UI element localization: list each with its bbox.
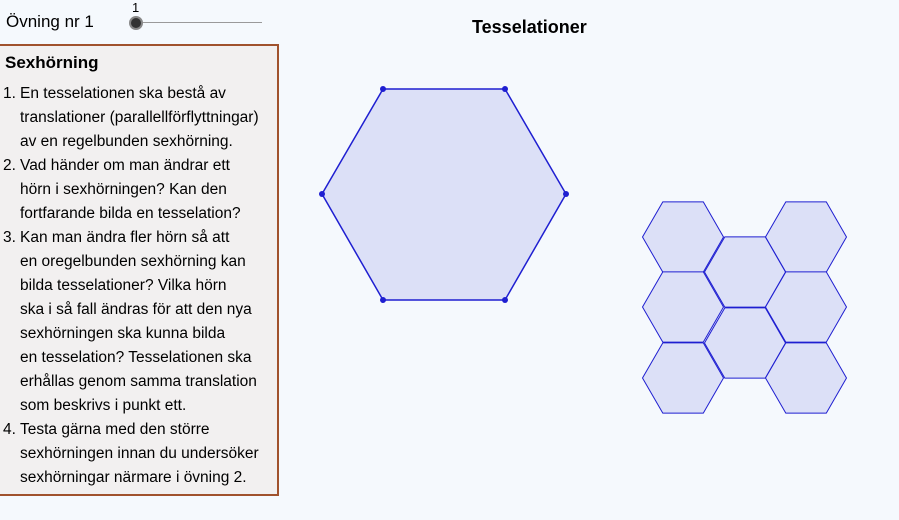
instruction-line: sexhörningen ska kunna bilda — [20, 325, 226, 342]
instruction-line: sexhörningar närmare i övning 2. — [20, 469, 247, 486]
instruction-number: 1. — [3, 85, 16, 102]
slider-value: 1 — [132, 0, 140, 15]
vertex-point[interactable] — [319, 191, 325, 197]
tessellation-group — [643, 202, 847, 413]
vertex-point[interactable] — [502, 297, 508, 303]
large-hexagon-polygon[interactable] — [322, 89, 566, 300]
instruction-line: En tesselationen ska bestå av — [20, 85, 226, 102]
instruction-number: 4. — [3, 421, 16, 438]
instruction-line: en tesselation? Tesselationen ska — [20, 349, 252, 366]
instruction-number: 3. — [3, 229, 16, 246]
instruction-line: en oregelbunden sexhörning kan — [20, 253, 246, 270]
instruction-line: bilda tesselationer? Vilka hörn — [20, 277, 227, 294]
instruction-line: Kan man ändra fler hörn så att — [20, 229, 230, 246]
instruction-line: hörn i sexhörningen? Kan den — [20, 181, 227, 198]
panel-heading: Sexhörning — [5, 53, 99, 72]
vertex-point[interactable] — [502, 86, 508, 92]
instruction-line: Vad händer om man ändrar ett — [20, 157, 230, 174]
page-title: Tesselationer — [472, 17, 587, 37]
vertex-point[interactable] — [563, 191, 569, 197]
instruction-line: som beskrivs i punkt ett. — [20, 397, 187, 414]
instruction-line: translationer (parallellförflyttningar) — [20, 109, 259, 126]
instruction-line: sexhörningen innan du undersöker — [20, 445, 259, 462]
vertex-point[interactable] — [380, 297, 386, 303]
instruction-line: erhållas genom samma translation — [20, 373, 257, 390]
instruction-line: ska i så fall ändras för att den nya — [20, 301, 252, 318]
exercise-label: Övning nr 1 — [6, 12, 94, 31]
instruction-line: fortfarande bilda en tesselation? — [20, 205, 241, 222]
instruction-number: 2. — [3, 157, 16, 174]
vertex-point[interactable] — [380, 86, 386, 92]
large-hexagon[interactable] — [319, 86, 569, 303]
instruction-line: av en regelbunden sexhörning. — [20, 133, 233, 150]
instruction-line: Testa gärna med den större — [20, 421, 210, 438]
